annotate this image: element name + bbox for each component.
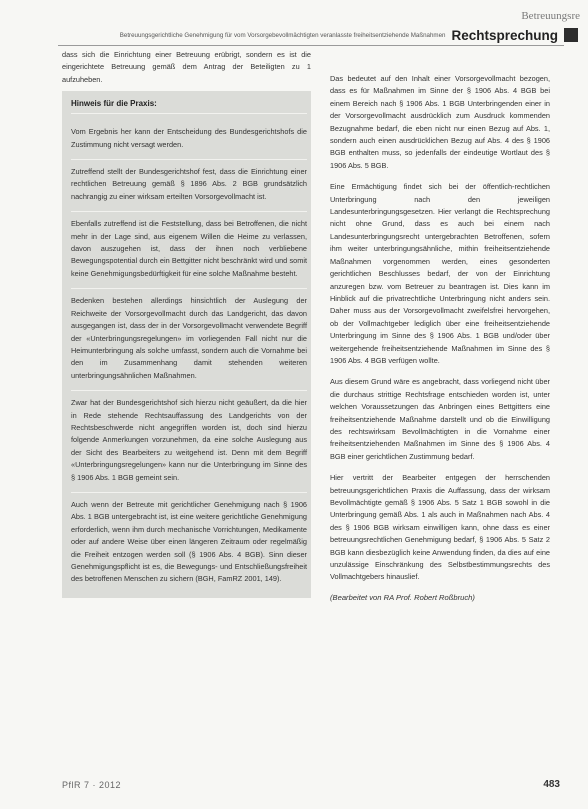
hint-paragraph: Ebenfalls zutreffend ist die Feststellung, dass bei Betroffenen, die nicht mehr in der Lage sind, aus eigenem Willen die Heime zu verlassen, davon auszugehen ist, dass der ihnen noch verbliebene Bewegungspotential durch ein Bettgitter nicht beschränkt wird und somit keine Genehmigungsbedürftigkeit für eine solche Maßnahme besteht.: [71, 212, 307, 289]
body-paragraph: Aus diesem Grund wäre es angebracht, dass vorliegend nicht über die durchaus strittige Rechtsfrage entschieden worden ist, unter welchen Voraussetzungen das Anbringen eines Bettgitters eine freiheitsentziehende Maßnahme darstellt und ob die Einwilligung des rechtswirksam Bevollmächtigten in die Vornahme einer freiheitsentziehenden Maßnahmen im Sinne des § 1906 Abs. 4 BGB einer gerichtlichen Zustimmung bedarf.: [330, 377, 550, 461]
running-header: [58, 26, 578, 44]
right-column: [330, 73, 550, 602]
hint-paragraph: Bedenken bestehen allerdings hinsichtlich der Auslegung der Reichweite der Vorsorgevollmacht durch das Landgericht, das davon ausgegangen ist, dass der in der Vorsorgevollmacht verwendete Begriff der «Unterbringungsregelungen» im vorliegenden Fall nicht nur die Heimunterbringung als solche umfasst, sondern auch die Vornahme bei den im Zusammenhang damit stehenden weiteren unterbringungsähnlichen Maßnahmen.: [71, 289, 307, 391]
header-marker-block: [564, 28, 578, 42]
body-paragraph: Das bedeutet auf den Inhalt einer Vorsorgevollmacht bezogen, dass es für Maßnahmen im Sinne der § 1906 Abs. 4 BGB bei einem Bereich nach § 1906 Abs. 1 BGB Unterbringenden einer in der Vorsorgevollmacht ausdrücklich zum Ausdruck kommenden Bezugnahme bedarf, die eben nicht nur einen Bezug auf Abs. 1, sondern auch einen ausdrücklichen Bezug auf Abs. 4 des § 1906 BGB enthalten muss, so jedenfalls der eindeutige Wortlaut des § 1906 Abs. 5 BGB.: [330, 74, 550, 170]
header-divider: [58, 45, 564, 46]
header-section-title: Rechtsprechung: [451, 27, 558, 43]
body-paragraph: Eine Ermächtigung findet sich bei der öffentlich-rechtlichen Unterbringung nach den jeweiligen Landesunterbringungsgesetzen. Hier verlangt die Rechtsprechung nicht ohne Grund, dass es auch bei einem nach Landesunterbringungsrecht untergebrachten Betroffenen, sofern ihm weiter unterbringungsähnliche, mithin freiheitsentziehende Maßnahmen vorgenommen werden, eines gesonderten gerichtlichen Beschlusses bedarf, der von der Einrichtung anzuregen bzw. vom Betreuer zu beantragen ist. Dies kann im Hinblick auf die privatrechtliche Unterbringung nicht anders sein. Daher muss aus der Vorsorgevollmacht zweifelsfrei hervorgehen, ob der Vollmachtgeber lediglich über eine freiheitsentziehende Unterbringung im Sinne des § 1906 Abs. 1 BGB und/oder über weitergehende freiheitsentziehende Maßnahmen im Sinne des § 1906 Abs. 4 BGB verfügen wollte.: [330, 182, 550, 365]
hint-paragraph: Vom Ergebnis her kann der Entscheidung des Bundesgerichtshofs die Zustimmung nicht versagt werden.: [71, 120, 307, 160]
practice-hint-box: [62, 91, 311, 598]
body-paragraph: Hier vertritt der Bearbeiter entgegen der herrschenden betreuungsgerichtlichen Praxis die Auffassung, dass der wirksam Bevollmächtigte gemäß § 1906 Abs. 5 Satz 1 BGB sowohl in die Unterbringung gemäß Abs. 1 als auch in Maßnahmen nach Abs. 4 des § 1906 BGB wirksam einwilligen kann, ohne dass es einer betreuungsrechtlichen Genehmigung bedarf, § 1906 Abs. 5 Satz 2 BGB kann diesbezüglich keine Anwendung finden, da dies auf eine unzulässige Einschränkung des Selbstbestimmungsrechts des Vollmachtgebers hinauslief.: [330, 473, 550, 582]
intro-paragraph: dass sich die Einrichtung einer Betreuung erübrigt, sondern es ist die eingerichtete Betreuung gemäß dem Antrag der Beteiligten zu 1 aufzuheben.: [62, 50, 311, 84]
hint-paragraph: Zutreffend stellt der Bundesgerichtshof fest, dass die Einrichtung einer rechtlichen Betreuung gemäß § 1896 Abs. 2 BGB grundsätzlich nachrangig zu einer wirksam erteilten Vorsorgevollmacht ist.: [71, 160, 307, 212]
page-number: 483: [543, 779, 560, 790]
hint-paragraph: Zwar hat der Bundesgerichtshof sich hierzu nicht geäußert, da die hier in Rede stehende Rechtsauffassung des Landgerichts von der Rechtsbeschwerde nicht angegriffen worden ist, doch sind hierzu folgende Anmerkungen vorzunehmen, da eine solche Auslegung aus der Sicht des Bearbeiters zu weitgehend ist. Denn mit dem Begriff «Unterbringungsregelungen» kann nur die Unterbringung im Sinne des § 1906 Abs. 1 BGB gemeint sein.: [71, 391, 307, 493]
author-credit: (Bearbeitet von RA Prof. Robert Roßbruch): [330, 592, 475, 602]
corner-running-label: Betreuungsre: [521, 10, 580, 22]
hint-title: Hinweis für die Praxis:: [71, 99, 307, 114]
journal-issue: PflR 7 · 2012: [62, 780, 122, 790]
hint-paragraph: Auch wenn der Betreute mit gerichtlicher Genehmigung nach § 1906 Abs. 1 BGB untergebracht ist, ist eine weitere gerichtliche Genehmigung erforderlich, wenn ihm durch mechanische Vorrichtungen, Medikamente oder auf andere Weise über einen längeren Zeitraum oder regelmäßig die Freiheit entzogen werden soll (§ 1906 Abs. 4 BGB). Sinn dieser Genehmigungspflicht ist es, die Bewegungs- und Entschließungsfreiheit des betroffenen Menschen zu sichern (BGH, FamRZ 2001, 149).: [71, 499, 307, 584]
left-column: [62, 49, 311, 598]
header-subtitle: Betreuungsgerichtliche Genehmigung für vom Vorsorgebevollmächtigten veranlasste freiheitsentziehende Maßnahmen: [119, 31, 446, 39]
